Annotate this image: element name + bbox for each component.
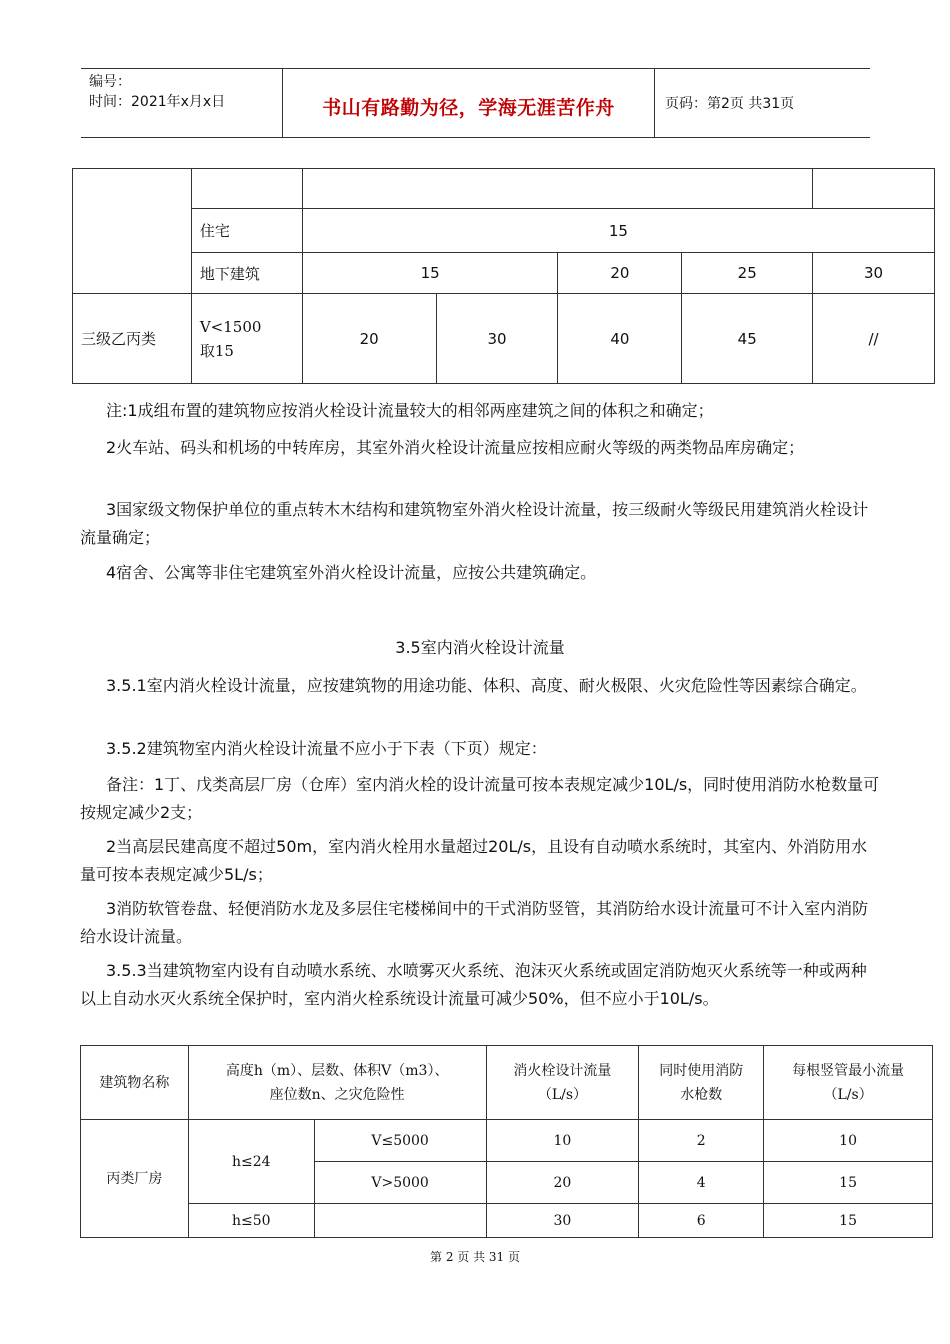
note-paragraph: [80, 559, 880, 587]
min-cell: 15: [764, 1162, 933, 1204]
header-line: （L/s）: [823, 1086, 873, 1103]
header-condition: [188, 1046, 486, 1120]
number-label: 编号：: [89, 74, 131, 90]
header-line: 水枪数: [680, 1086, 723, 1103]
body-paragraph: [80, 771, 880, 827]
header-info-cell: [81, 69, 283, 137]
table-cell: 15: [302, 253, 558, 294]
header-motto-cell: [283, 69, 655, 137]
table-cell: [302, 169, 812, 209]
guns-cell: 2: [639, 1120, 764, 1162]
table-cell: [191, 169, 302, 209]
class3-category: 三级乙丙类: [73, 294, 192, 384]
guns-cell: 4: [639, 1162, 764, 1204]
table-cell: //: [813, 294, 935, 384]
height-cell: h≤24: [188, 1120, 314, 1204]
flow-cell: 10: [486, 1120, 639, 1162]
cond-line: 取15: [199, 341, 234, 360]
note-text: 4宿舍、公寓等非住宅建筑室外消火栓设计流量，应按公共建筑确定。: [106, 563, 597, 582]
note-paragraph: [80, 434, 880, 462]
header-line: （L/s）: [537, 1086, 588, 1103]
residential-value: 15: [302, 209, 934, 253]
residential-label: 住宅: [191, 209, 302, 253]
body-paragraph: [80, 957, 880, 1013]
cond-line: V<1500: [199, 317, 262, 336]
table-cell: [73, 169, 192, 294]
header-page-cell: [655, 69, 869, 137]
section-title: 3.5室内消火栓设计流量: [395, 638, 565, 657]
body-paragraph: [80, 833, 880, 889]
min-cell: 10: [764, 1120, 933, 1162]
motto: 书山有路勤为径，学海无涯苦作舟: [322, 97, 615, 119]
body-paragraph: [80, 735, 880, 763]
note-text: 2火车站、码头和机场的中转库房，其室外消火栓设计流量应按相应耐火等级的两类物品库房确定；: [106, 438, 805, 457]
header-line: 同时使用消防: [659, 1062, 744, 1079]
indoor-hydrant-table: [80, 1045, 933, 1238]
table-cell: [813, 169, 935, 209]
page-header: [81, 68, 870, 138]
min-cell: 15: [764, 1204, 933, 1238]
underground-label: 地下建筑: [191, 253, 302, 294]
volume-cell: [314, 1204, 486, 1238]
paragraph-text: 2当高层民建高度不超过50m，室内消火栓用水量超过20L/s，且设有自动喷水系统时，其室内、外消防用水量可按本表规定减少5L/s；: [80, 837, 868, 884]
table-cell: 30: [813, 253, 935, 294]
header-line: 每根竖管最小流量: [792, 1062, 905, 1079]
table-cell: 40: [558, 294, 682, 384]
volume-cell: V>5000: [314, 1162, 486, 1204]
table-cell: 45: [682, 294, 813, 384]
paragraph-text: 3.5.3当建筑物室内设有自动喷水系统、水喷雾灭火系统、泡沫灭火系统或固定消防炮灭火系统等一种或两种以上自动水灭火系统全保护时，室内消火栓系统设计流量可减少50%，但不应小于10L/s。: [80, 961, 867, 1008]
page-footer: 第 2 页 共 31 页: [430, 1250, 520, 1264]
category-cell: 丙类厂房: [81, 1120, 189, 1238]
page-code: 页码：第2页 共31页: [665, 96, 795, 112]
header-line: 消火栓设计流量: [513, 1062, 612, 1079]
paragraph-text: 3.5.2建筑物室内消火栓设计流量不应小于下表（下页）规定：: [106, 739, 547, 758]
paragraph-text: 3消防软管卷盘、轻便消防水龙及多层住宅楼梯间中的干式消防竖管，其消防给水设计流量可不计入室内消防给水设计流量。: [80, 899, 869, 946]
table-cell: 30: [436, 294, 558, 384]
class3-condition: [191, 294, 302, 384]
table-row: [73, 169, 935, 209]
volume-cell: V≤5000: [314, 1120, 486, 1162]
table-cell: 20: [558, 253, 682, 294]
flow-cell: 30: [486, 1204, 639, 1238]
flow-cell: 20: [486, 1162, 639, 1204]
body-paragraph: [80, 672, 880, 700]
note-paragraph: [80, 397, 880, 425]
table-header-row: [81, 1046, 933, 1120]
table-row: [73, 253, 935, 294]
note-text: 3国家级文物保护单位的重点转木木结构和建筑物室外消火栓设计流量，按三级耐火等级民用建筑消火栓设计流量确定；: [80, 500, 869, 547]
header-line: 座位数n、之灾危险性: [269, 1086, 405, 1103]
header-min-flow: [764, 1046, 933, 1120]
table-cell: 25: [682, 253, 813, 294]
header-building-name: 建筑物名称: [81, 1046, 189, 1120]
paragraph-text: 3.5.1室内消火栓设计流量，应按建筑物的用途功能、体积、高度、耐火极限、火灾危险性等因素综合确定。: [106, 676, 867, 695]
table-row: [73, 209, 935, 253]
header-guns: [639, 1046, 764, 1120]
outdoor-hydrant-table: [72, 168, 935, 384]
table-row: [73, 294, 935, 384]
guns-cell: 6: [639, 1204, 764, 1238]
header-line: 高度h（m）、层数、体积V（m3）、: [225, 1062, 449, 1079]
table-cell: 20: [302, 294, 436, 384]
note-paragraph: [80, 496, 880, 552]
height-cell: h≤50: [188, 1204, 314, 1238]
paragraph-text: 备注：1丁、戊类高层厂房（仓库）室内消火栓的设计流量可按本表规定减少10L/s，同时使用消防水枪数量可按规定减少2支；: [80, 775, 880, 822]
table-row: [81, 1204, 933, 1238]
note-text: 注:1成组布置的建筑物应按消火栓设计流量较大的相邻两座建筑之间的体积之和确定；: [106, 401, 714, 420]
header-flow: [486, 1046, 639, 1120]
table-row: [81, 1120, 933, 1162]
body-paragraph: [80, 895, 880, 951]
time-label: 时间：2021年x月x日: [89, 94, 226, 110]
